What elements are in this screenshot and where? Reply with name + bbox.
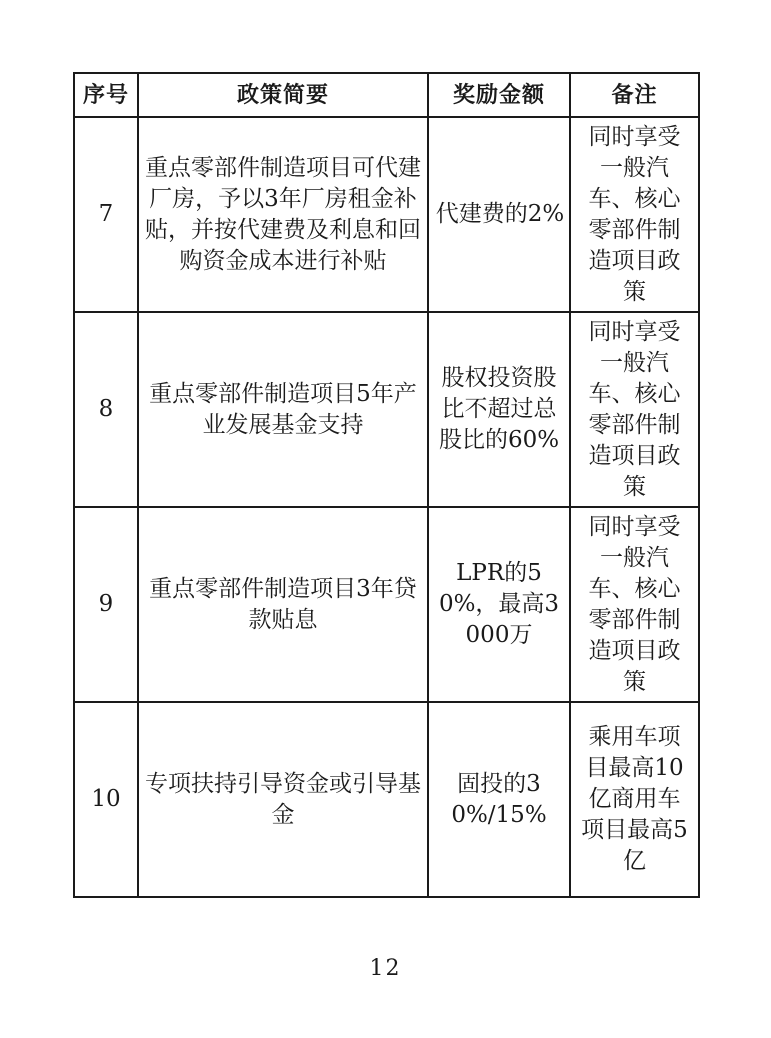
policy-table — [73, 72, 700, 898]
table-row — [74, 702, 699, 897]
table-row — [74, 312, 699, 507]
header-policy: 政策简要 — [138, 73, 428, 117]
policy-summary-text: 重点零部件制造项目可代建厂房，予以3年厂房租金补贴，并按代建费及利息和回购资金成本进行补贴 — [145, 154, 421, 274]
table-header-row — [74, 73, 699, 117]
remark-text: 同时享受一般汽车、核心零部件制造项目政策 — [588, 513, 681, 695]
reward-amount — [428, 117, 570, 312]
remark — [570, 117, 699, 312]
reward-amount — [428, 312, 570, 507]
row-number: 10 — [74, 702, 138, 897]
reward-amount-text: 固投的30%/15% — [451, 770, 547, 828]
reward-amount-text: 股权投资股比不超过总股比的60% — [438, 365, 560, 453]
remark-text: 同时享受一般汽车、核心零部件制造项目政策 — [588, 123, 681, 305]
table-row — [74, 117, 699, 312]
remark — [570, 312, 699, 507]
policy-summary — [138, 312, 428, 507]
row-number: 7 — [74, 117, 138, 312]
row-number: 8 — [74, 312, 138, 507]
remark-text: 同时享受一般汽车、核心零部件制造项目政策 — [588, 318, 681, 500]
reward-amount — [428, 702, 570, 897]
reward-amount — [428, 507, 570, 702]
policy-summary-text: 专项扶持引导资金或引导基金 — [145, 770, 421, 828]
remark-text: 乘用车项目最高10亿商用车项目最高5亿 — [581, 724, 688, 874]
policy-summary — [138, 702, 428, 897]
reward-amount-text: LPR的50%，最高3000万 — [438, 560, 560, 648]
table-row — [74, 507, 699, 702]
row-number: 9 — [74, 507, 138, 702]
remark — [570, 702, 699, 897]
header-no: 序号 — [74, 73, 138, 117]
policy-summary — [138, 117, 428, 312]
remark — [570, 507, 699, 702]
policy-summary — [138, 507, 428, 702]
reward-amount-text: 代建费的2% — [435, 201, 565, 227]
policy-summary-text: 重点零部件制造项目3年贷款贴息 — [149, 575, 417, 633]
page-number: 12 — [369, 956, 402, 981]
policy-summary-text: 重点零部件制造项目5年产业发展基金支持 — [149, 380, 417, 438]
header-note: 备注 — [570, 73, 699, 117]
header-amount: 奖励金额 — [428, 73, 570, 117]
